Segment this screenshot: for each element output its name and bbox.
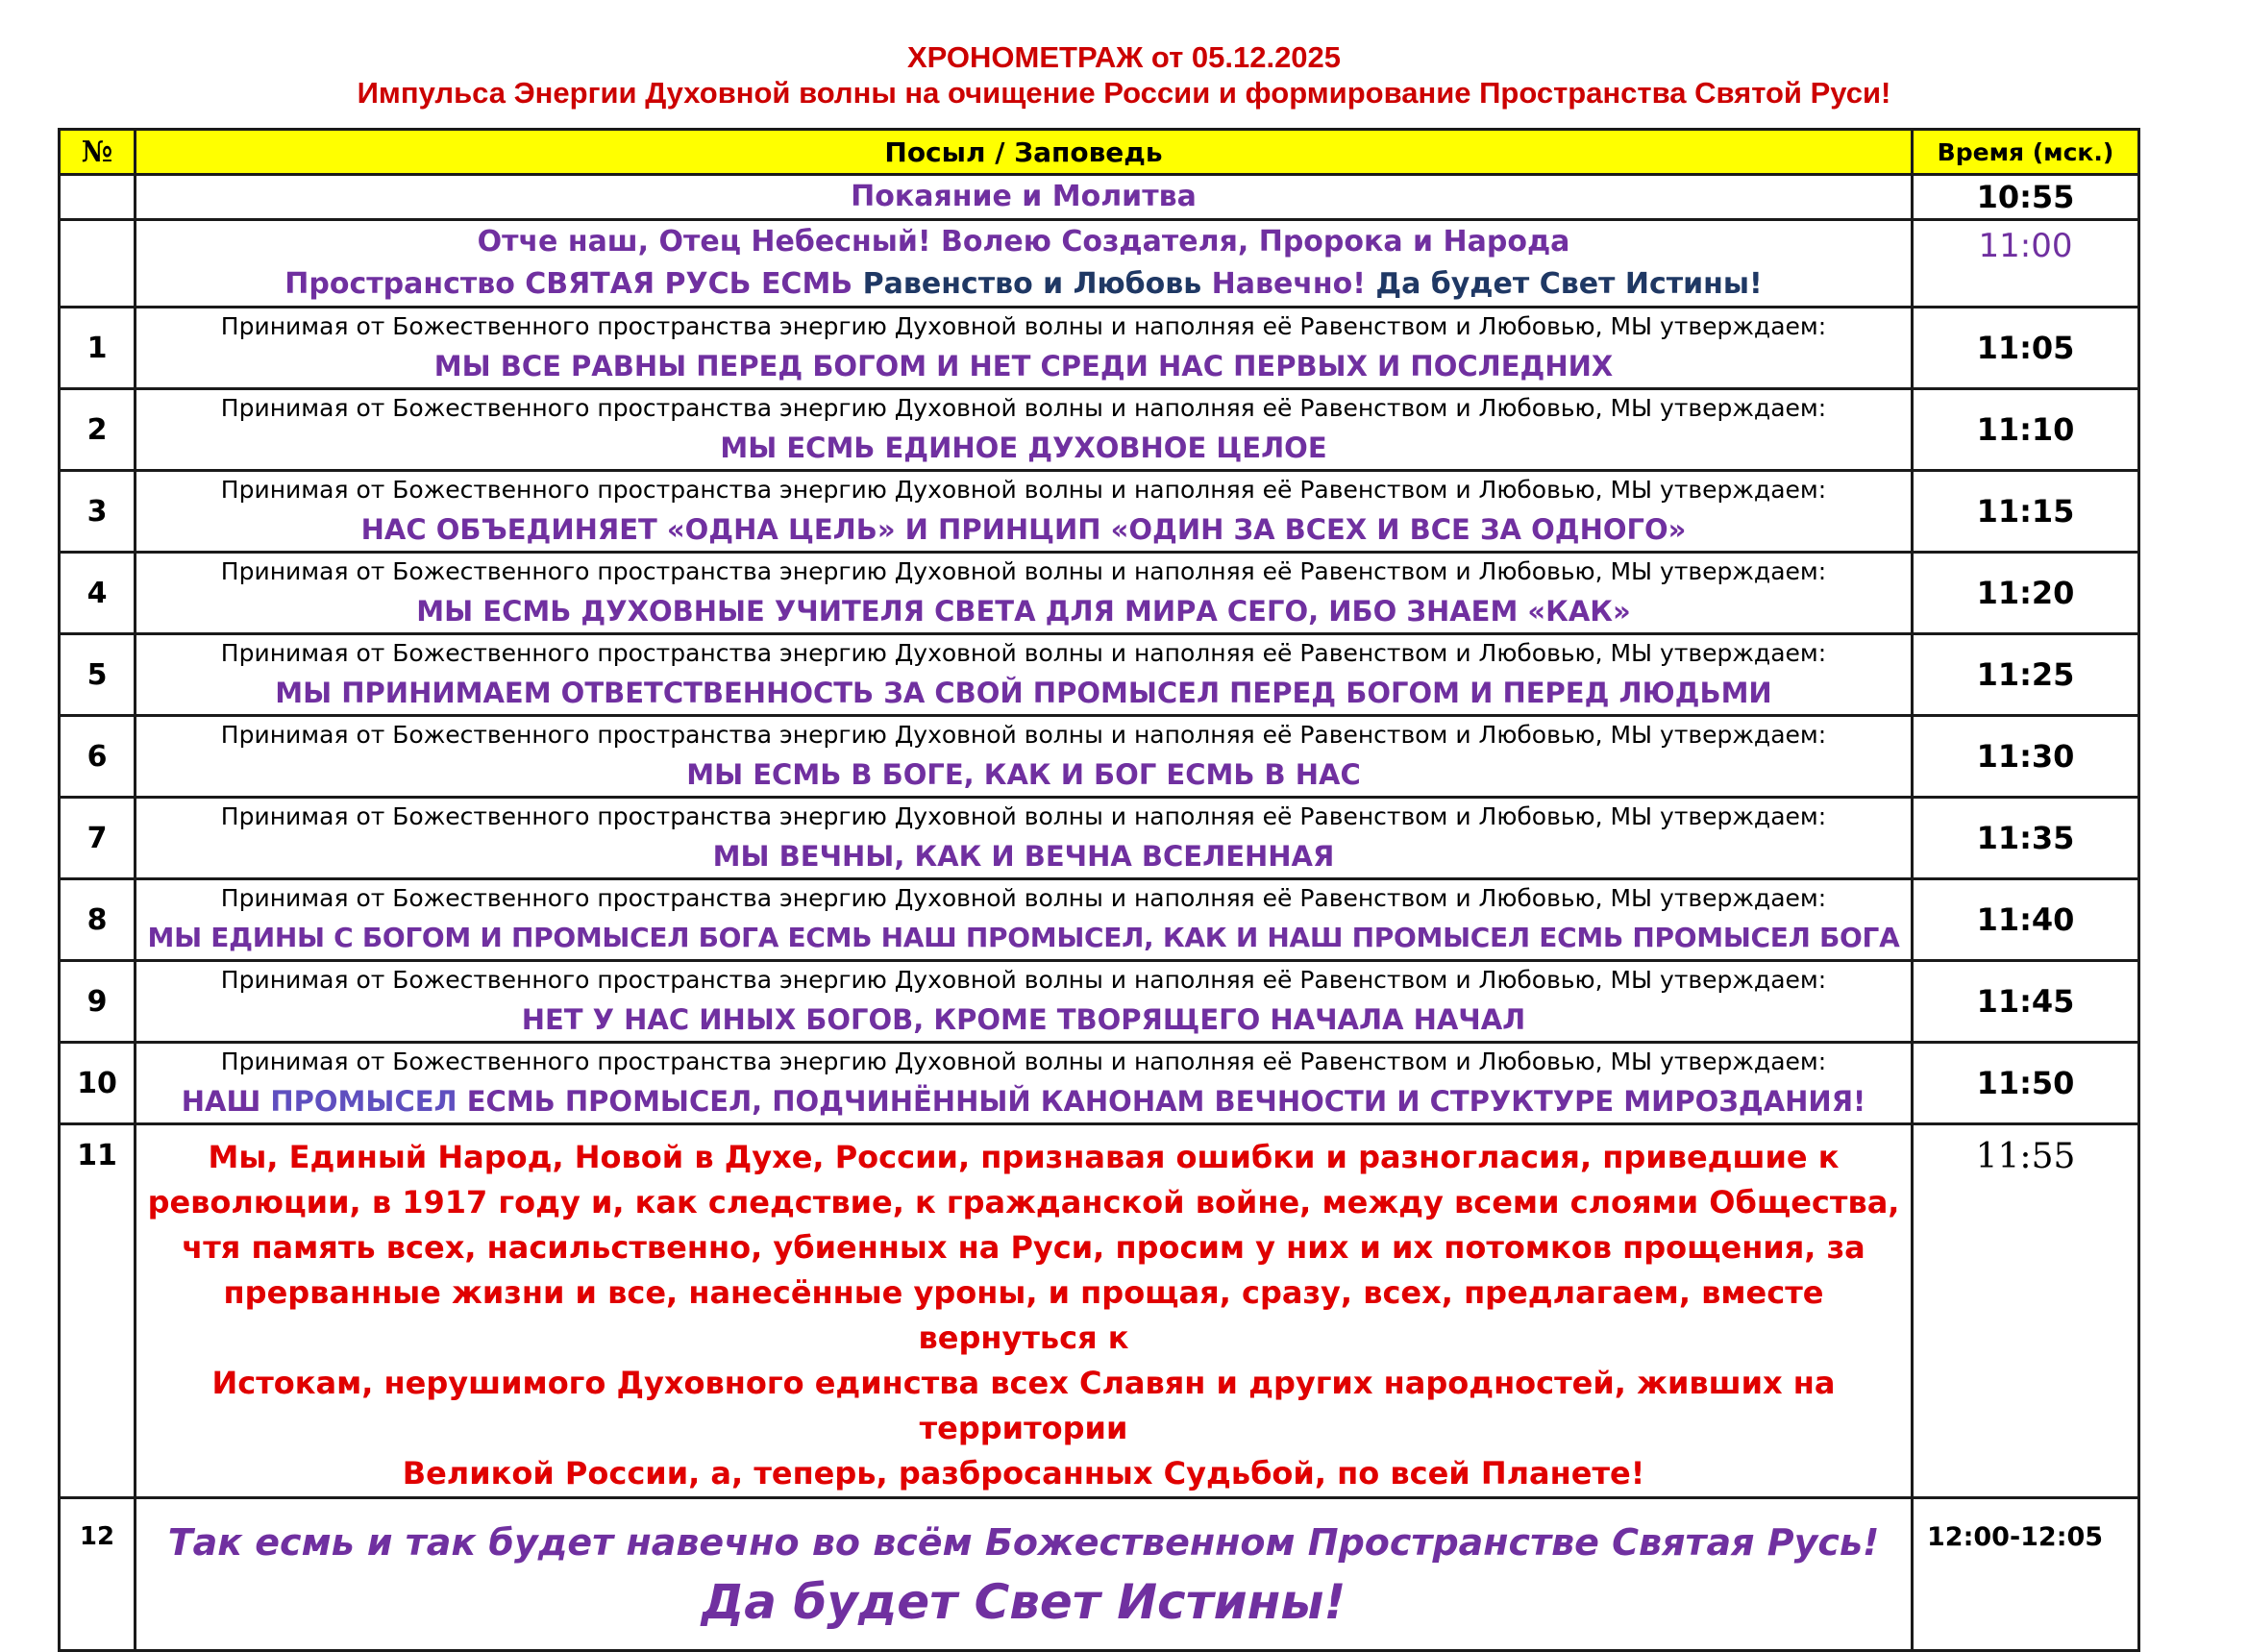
row-message: [136, 1498, 1913, 1651]
row-message: [136, 716, 1913, 798]
row-number: 5: [60, 634, 136, 716]
document-title: ХРОНОМЕТРАЖ от 05.12.2025: [906, 40, 1342, 74]
row-line-part: Навечно!: [1211, 267, 1376, 301]
row-time: 11:00: [1913, 220, 2139, 308]
document-subtitle: Импульса Энергии Духовной волны на очищение России и формирование Пространства Святой Руси!: [357, 76, 1891, 110]
row-intro: Принимая от Божественного пространства энергию Духовной волны и наполняя её Равенством и Любовью, МЫ утверждаем:: [220, 557, 1827, 585]
row-message: [136, 961, 1913, 1043]
row-line: революции, в 1917 году и, как следствие, к гражданской войне, между всеми слоями Общества,: [147, 1184, 1900, 1221]
row-text: Покаяние и Молитва: [851, 180, 1197, 213]
table-row: [60, 634, 2139, 716]
row-intro: Принимая от Божественного пространства энергию Духовной волны и наполняя её Равенством и Любовью, МЫ утверждаем:: [220, 966, 1827, 994]
row-time: 11:30: [1913, 716, 2139, 798]
header-time: Время (мск.): [1913, 130, 2139, 175]
closing-line-emphasis: Да будет Свет Истины!: [701, 1574, 1346, 1630]
row-message: [136, 1124, 1913, 1498]
row-line-part: Пространство СВЯТАЯ РУСЬ ЕСМЬ: [284, 267, 863, 301]
row-intro: Принимая от Божественного пространства энергию Духовной волны и наполняя её Равенством и Любовью, МЫ утверждаем:: [220, 884, 1827, 912]
row-message: [136, 553, 1913, 634]
row-text: МЫ ЕСМЬ ДУХОВНЫЕ УЧИТЕЛЯ СВЕТА ДЛЯ МИРА СЕГО, ИБО ЗНАЕМ «КАК»: [416, 595, 1631, 628]
row-number: 10: [60, 1043, 136, 1124]
row-number: 3: [60, 471, 136, 553]
row-text: МЫ ПРИНИМАЕМ ОТВЕТСТВЕННОСТЬ ЗА СВОЙ ПРОМЫСЕЛ ПЕРЕД БОГОМ И ПЕРЕД ЛЮДЬМИ: [275, 677, 1772, 709]
row-line-part: Равенство и Любовь: [862, 267, 1212, 301]
row-number: 1: [60, 308, 136, 389]
row-time: 11:35: [1913, 798, 2139, 879]
row-message: [136, 471, 1913, 553]
row-text: МЫ ЕСМЬ В БОГЕ, КАК И БОГ ЕСМЬ В НАС: [686, 758, 1361, 791]
row-time: 11:05: [1913, 308, 2139, 389]
row-number: 4: [60, 553, 136, 634]
row-time: 11:55: [1913, 1124, 2139, 1498]
row-message: [136, 175, 1913, 220]
table-row: [60, 798, 2139, 879]
row-text: МЫ ЕДИНЫ С БОГОМ И ПРОМЫСЕЛ БОГА ЕСМЬ НАШ ПРОМЫСЕЛ, КАК И НАШ ПРОМЫСЕЛ ЕСМЬ ПРОМЫСЕЛ БОГА: [147, 922, 1900, 953]
table-header-row: [60, 130, 2139, 175]
row-message: [136, 220, 1913, 308]
row-number: [60, 220, 136, 308]
row-line: чтя память всех, насильственно, убиенных на Руси, просим у них и их потомков прощения, за: [182, 1229, 1865, 1266]
row-text: МЫ ВЕЧНЫ, КАК И ВЕЧНА ВСЕЛЕННАЯ: [712, 840, 1335, 873]
row-message: [136, 1043, 1913, 1124]
row-number: 9: [60, 961, 136, 1043]
row-time: 11:45: [1913, 961, 2139, 1043]
row-intro: Принимая от Божественного пространства энергию Духовной волны и наполняя её Равенством и Любовью, МЫ утверждаем:: [220, 394, 1827, 422]
row-line: [136, 263, 1911, 306]
row-time: 11:10: [1913, 389, 2139, 471]
row-time: 11:20: [1913, 553, 2139, 634]
schedule-table: [58, 128, 2140, 1652]
row-line: Мы, Единый Народ, Новой в Духе, России, признавая ошибки и разногласия, приведшие к: [208, 1139, 1840, 1175]
row-intro: Принимая от Божественного пространства энергию Духовной волны и наполняя её Равенством и Любовью, МЫ утверждаем:: [220, 1048, 1827, 1075]
row-line: Отче наш, Отец Небесный! Волею Создателя, Пророка и Народа: [477, 225, 1570, 259]
table-row: [60, 220, 2139, 308]
row-line-part: Да будет Свет Истины!: [1375, 267, 1763, 301]
row-message: [136, 308, 1913, 389]
row-text-part: ПРОМЫСЕЛ: [270, 1085, 467, 1118]
row-number: [60, 175, 136, 220]
row-number: 2: [60, 389, 136, 471]
row-number: 12: [60, 1498, 136, 1651]
closing-line: Так есмь и так будет навечно во всём Божественном Пространстве Святая Русь!: [167, 1521, 1880, 1564]
table-row: [60, 471, 2139, 553]
row-text: МЫ ЕСМЬ ЕДИНОЕ ДУХОВНОЕ ЦЕЛОЕ: [720, 431, 1327, 464]
row-intro: Принимая от Божественного пространства энергию Духовной волны и наполняя её Равенством и Любовью, МЫ утверждаем:: [220, 476, 1827, 504]
row-message: [136, 389, 1913, 471]
row-intro: Принимая от Божественного пространства энергию Духовной волны и наполняя её Равенством и Любовью, МЫ утверждаем:: [220, 721, 1827, 749]
row-message: [136, 634, 1913, 716]
row-number: 7: [60, 798, 136, 879]
table-row: [60, 1043, 2139, 1124]
row-line: прерванные жизни и все, нанесённые уроны, и прощая, сразу, всех, предлагаем, вместе вернуться к: [223, 1274, 1824, 1356]
row-line: Великой России, а, теперь, разбросанных Судьбой, по всей Планете!: [402, 1455, 1645, 1492]
row-text: НАС ОБЪЕДИНЯЕТ «ОДНА ЦЕЛЬ» И ПРИНЦИП «ОДИН ЗА ВСЕХ И ВСЕ ЗА ОДНОГО»: [360, 513, 1687, 546]
table-row: [60, 389, 2139, 471]
row-intro: Принимая от Божественного пространства энергию Духовной волны и наполняя её Равенством и Любовью, МЫ утверждаем:: [220, 802, 1827, 830]
row-message: [136, 879, 1913, 961]
row-time: 10:55: [1913, 175, 2139, 220]
row-time: 11:50: [1913, 1043, 2139, 1124]
row-number: 11: [60, 1124, 136, 1498]
table-row: [60, 553, 2139, 634]
row-time: 11:25: [1913, 634, 2139, 716]
header-number: №: [60, 130, 136, 175]
row-message: [136, 798, 1913, 879]
row-text-part: ЕСМЬ ПРОМЫСЕЛ, ПОДЧИНЁННЫЙ КАНОНАМ ВЕЧНОСТИ И СТРУКТУРЕ МИРОЗДАНИЯ!: [466, 1085, 1866, 1118]
table-row: [60, 175, 2139, 220]
row-time: 11:40: [1913, 879, 2139, 961]
table-row: [60, 1124, 2139, 1498]
row-text: НЕТ У НАС ИНЫХ БОГОВ, КРОМЕ ТВОРЯЩЕГО НАЧАЛА НАЧАЛ: [521, 1003, 1526, 1036]
table-row: [60, 879, 2139, 961]
row-line: Истокам, нерушимого Духовного единства всех Славян и других народностей, живших на территории: [211, 1365, 1836, 1446]
header-message: Посыл / Заповедь: [136, 130, 1913, 175]
row-text: [136, 1080, 1911, 1122]
row-time: 12:00-12:05: [1913, 1498, 2139, 1651]
table-row: [60, 1498, 2139, 1651]
row-number: 8: [60, 879, 136, 961]
row-text: МЫ ВСЕ РАВНЫ ПЕРЕД БОГОМ И НЕТ СРЕДИ НАС ПЕРВЫХ И ПОСЛЕДНИХ: [433, 350, 1614, 382]
row-number: 6: [60, 716, 136, 798]
row-time: 11:15: [1913, 471, 2139, 553]
row-intro: Принимая от Божественного пространства энергию Духовной волны и наполняя её Равенством и Любовью, МЫ утверждаем:: [220, 639, 1827, 667]
row-intro: Принимая от Божественного пространства энергию Духовной волны и наполняя её Равенством и Любовью, МЫ утверждаем:: [220, 312, 1827, 340]
table-row: [60, 716, 2139, 798]
row-text-part: НАШ: [181, 1085, 271, 1118]
table-row: [60, 308, 2139, 389]
table-row: [60, 961, 2139, 1043]
